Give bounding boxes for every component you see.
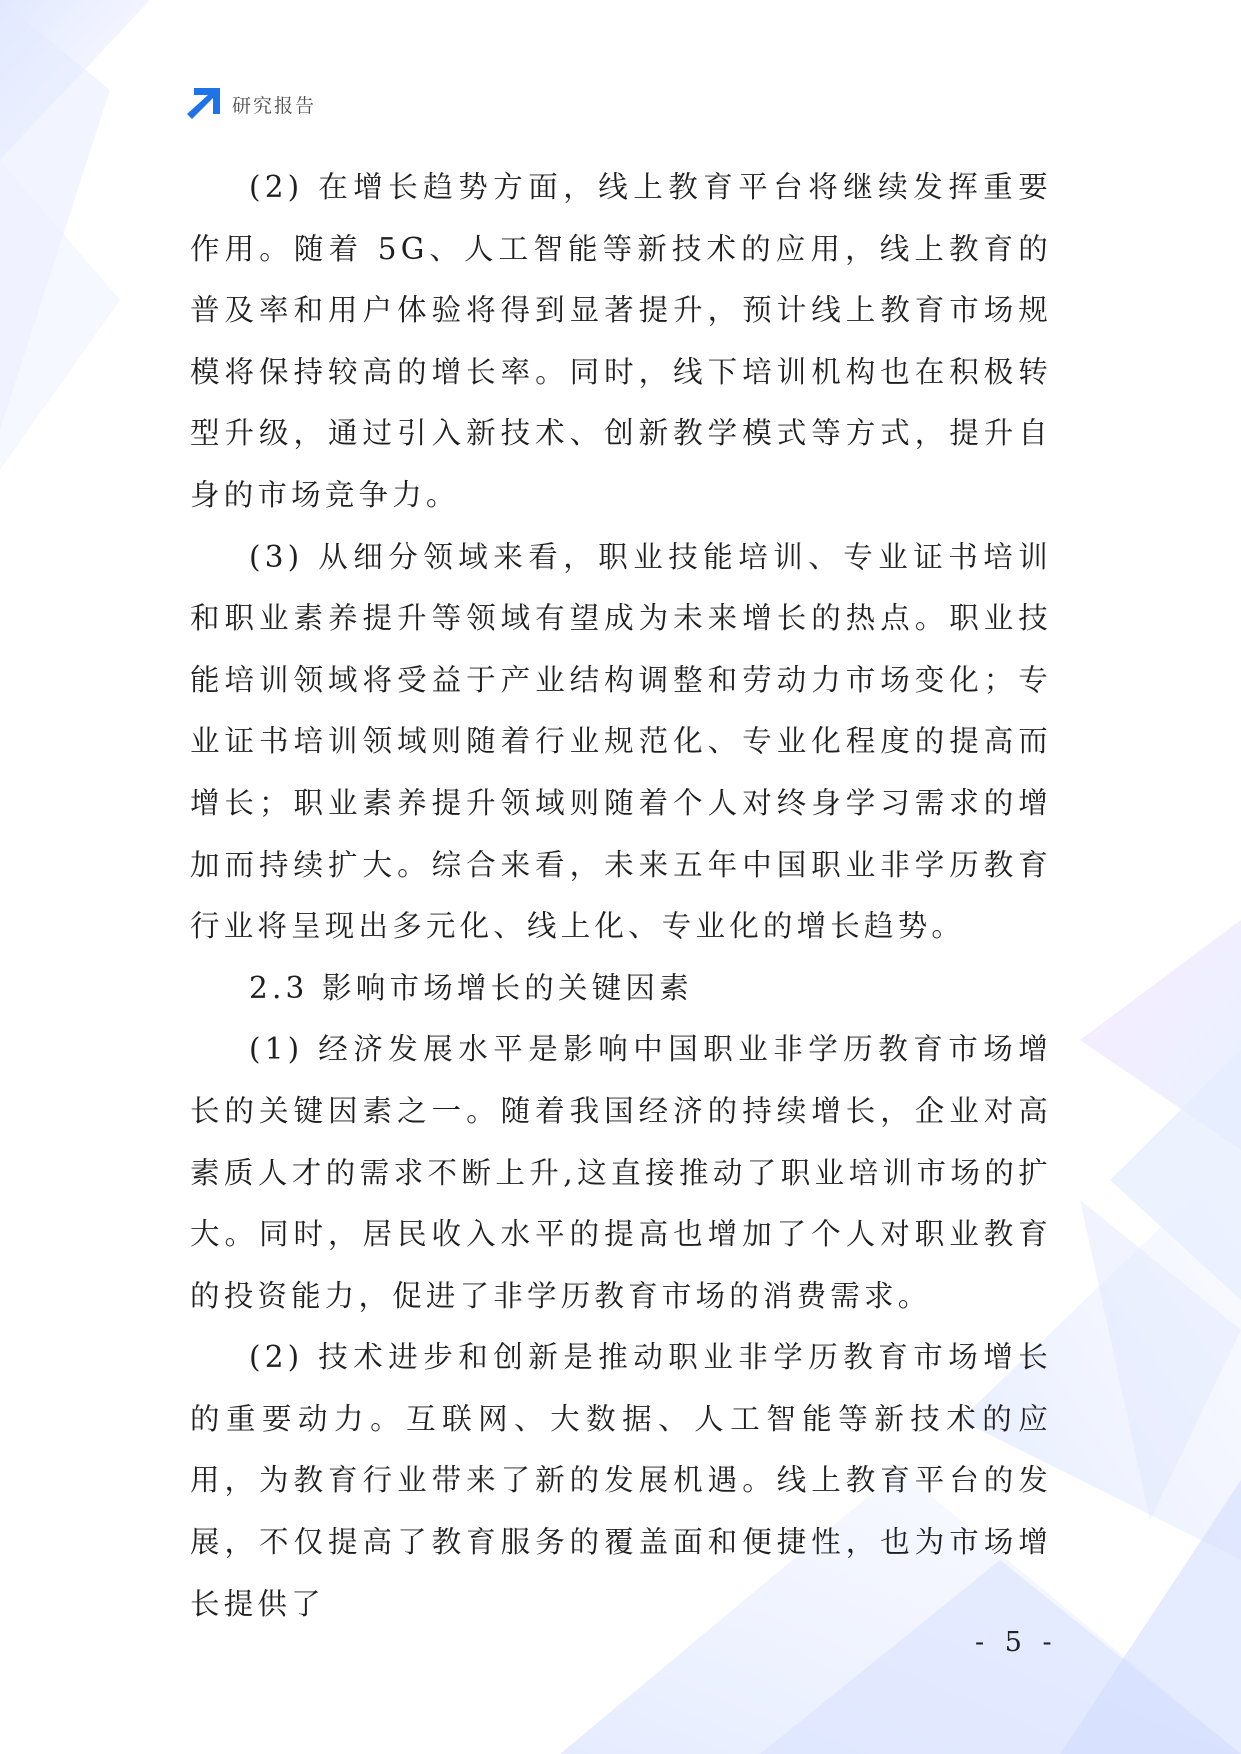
page-header [186, 86, 316, 122]
section-heading: 2.3 影响市场增长的关键因素 [249, 970, 693, 1005]
paragraph: (3) 从细分领域来看，职业技能培训、专业证书培训和职业素养提升等领域有望成为未来增长的热点。职业技能培训领域将受益于产业结构调整和劳动力市场变化；专业证书培训领域则随着行业规范化、专业化程度的提高而增长；职业素养提升领域则随着个人对终身学习需求的增加而持续扩大。综合来看，未来五年中国职业非学历教育行业将呈现出多元化、线上化、专业化的增长趋势。 [190, 539, 1052, 944]
document-body [190, 157, 1052, 1635]
paragraph: (2) 技术进步和创新是推动职业非学历教育市场增长的重要动力。互联网、大数据、人工智能等新技术的应用，为教育行业带来了新的发展机遇。线上教育平台的发展，不仅提高了教育服务的覆盖面和便捷性，也为市场增长提供了 [190, 1340, 1052, 1621]
paragraph: (1) 经济发展水平是影响中国职业非学历教育市场增长的关键因素之一。随着我国经济的持续增长，企业对高素质人才的需求不断上升,这直接推动了职业培训市场的扩大。同时，居民收入水平的提高也增加了个人对职业教育的投资能力，促进了非学历教育市场的消费需求。 [190, 1032, 1052, 1313]
arrow-up-right-icon [186, 86, 222, 122]
header-title: 研究报告 [232, 94, 317, 117]
page-number: - 5 - [975, 1627, 1058, 1658]
paragraph: (2) 在增长趋势方面，线上教育平台将继续发挥重要作用。随着 5G、人工智能等新技术的应用，线上教育的普及率和用户体验将得到显著提升，预计线上教育市场规模将保持较高的增长率。同时，线下培训机构也在积极转型升级，通过引入新技术、创新教学模式等方式，提升自身的市场竞争力。 [190, 170, 1052, 512]
